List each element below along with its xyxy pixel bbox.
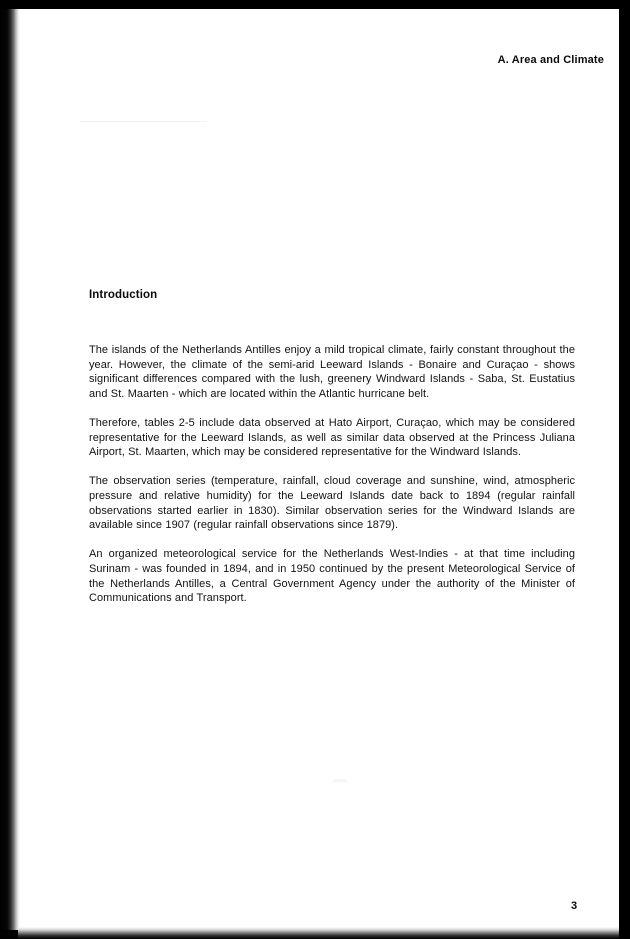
showthrough-speck xyxy=(333,779,347,782)
binding-gutter-shadow xyxy=(0,9,20,930)
page-number: 3 xyxy=(571,900,578,912)
running-head: A. Area and Climate xyxy=(497,54,604,66)
body-paragraph: The observation series (temperature, rainfall, cloud coverage and sunshine, wind, atmospheric pressure and relative humidity) for the Leeward Islands date back to 1894 (regular rainfall observations started earlier in 1830). Similar observation series for the Windward Islands are available since 1907 (regular rainfall observations since 1879). xyxy=(89,475,575,532)
bottom-edge-shadow xyxy=(18,927,630,939)
body-paragraph: Therefore, tables 2-5 include data observed at Hato Airport, Curaçao, which may be considered representative for the Leeward Islands, as well as similar data observed at the Princess Juliana Airport, St. Maarten, which may be considered representative for the Windward Islands. xyxy=(89,416,575,459)
body-paragraph: An organized meteorological service for the Netherlands West-Indies - at that time including Surinam - was founded in 1894, and in 1950 continued by the present Meteorological Service of the Netherlands Antilles, a Central Government Agency under the authority of the Minister of Communications and Transport. xyxy=(89,548,575,605)
showthrough-rule xyxy=(80,121,206,122)
body-paragraph: The islands of the Netherlands Antilles enjoy a mild tropical climate, fairly constant throughout the year. However, the climate of the semi-arid Leeward Islands - Bonaire and Curaçao - shows significant differences compared with the lush, greenery Windward Islands - Saba, St. Eustatius and St. Maarten - which are located within the Atlantic hurricane belt. xyxy=(89,344,575,400)
text-column xyxy=(89,289,575,606)
section-heading: Introduction xyxy=(89,289,158,301)
top-scan-border xyxy=(0,0,630,9)
right-scan-border xyxy=(619,0,630,939)
paper-sheet xyxy=(18,9,619,930)
